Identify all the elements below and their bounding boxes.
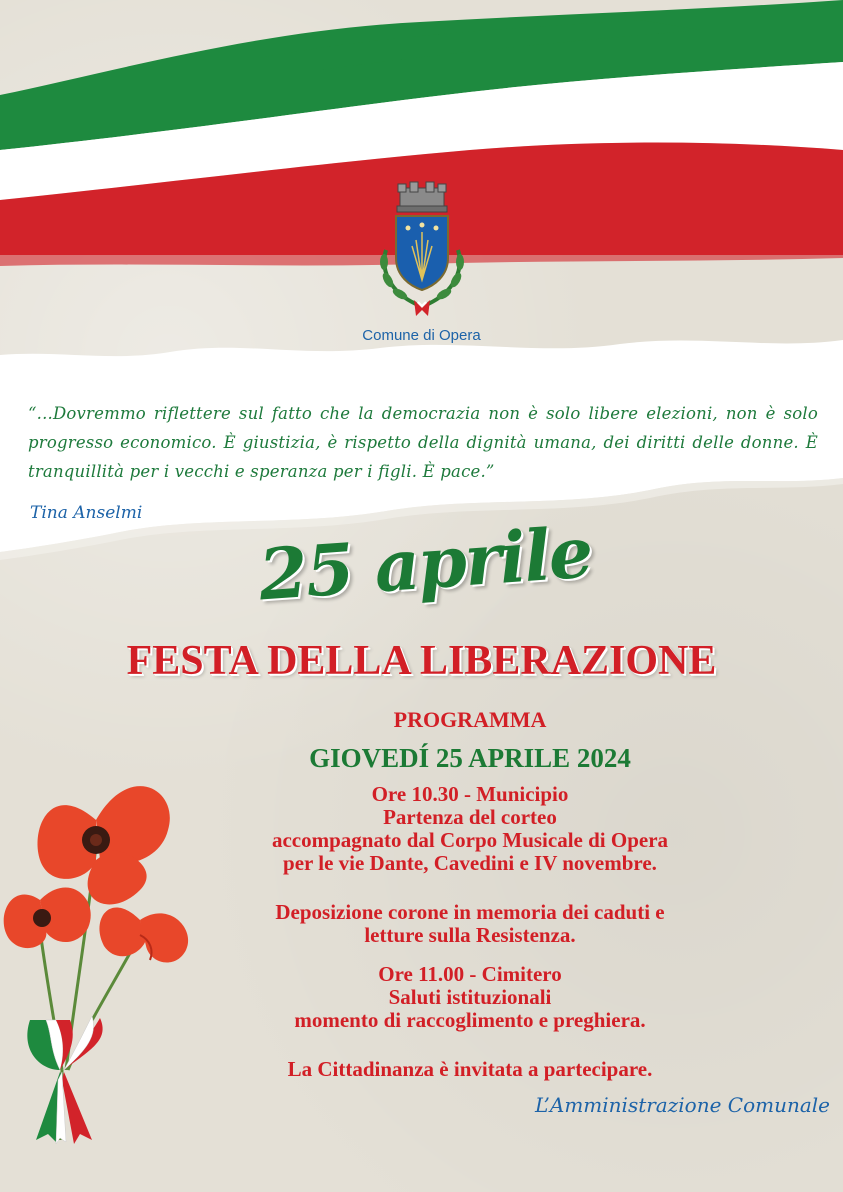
signature: L’Amministrazione Comunale: [535, 1093, 830, 1117]
quote-text: “...Dovremmo riflettere sul fatto che la democrazia non è solo libere elezioni, non è solo progresso economico. È giustizia, è rispetto della dignità umana, dei diritti delle donne. È tranquillità per i vecchi e speranza per i figli. È pace.”: [28, 404, 818, 481]
program-line: Ore 10.30 - Municipio: [371, 782, 569, 806]
poppy-right: [99, 907, 188, 962]
program-line: accompagnato dal Corpo Musicale di Opera: [271, 828, 669, 852]
program-line: Ore 11.00 - Cimitero: [378, 962, 562, 986]
poppies-icon: [0, 750, 200, 1150]
program-line: Deposizione corone in memoria dei caduti e: [275, 900, 665, 924]
program-block-municipio: [150, 783, 790, 875]
poppy-left: [4, 888, 91, 949]
program-line: momento di raccoglimento e preghiera.: [294, 1008, 646, 1032]
program-line: Saluti istituzionali: [388, 985, 552, 1009]
invite-text: La Cittadinanza è invitata a partecipare.: [287, 1057, 653, 1081]
event-title: FESTA DELLA LIBERAZIONE: [126, 638, 717, 684]
tricolor-ribbon: [27, 1016, 102, 1144]
program-block-wreath: [150, 901, 790, 947]
date-title: 25 aprile: [256, 510, 594, 617]
program-block-cemetery: [150, 963, 790, 1032]
program-line: letture sulla Resistenza.: [364, 923, 576, 947]
program-label: PROGRAMMA: [393, 707, 547, 732]
coat-of-arms-icon: [372, 180, 472, 325]
program-line: Partenza del corteo: [383, 805, 557, 829]
poppy-large: [37, 786, 169, 904]
program-line: per le vie Dante, Cavedini e IV novembre.: [283, 851, 657, 875]
municipality-name: Comune di Opera: [362, 327, 481, 344]
program-date: GIOVEDÍ 25 APRILE 2024: [309, 743, 631, 773]
quote-author: Tina Anselmi: [30, 503, 143, 523]
